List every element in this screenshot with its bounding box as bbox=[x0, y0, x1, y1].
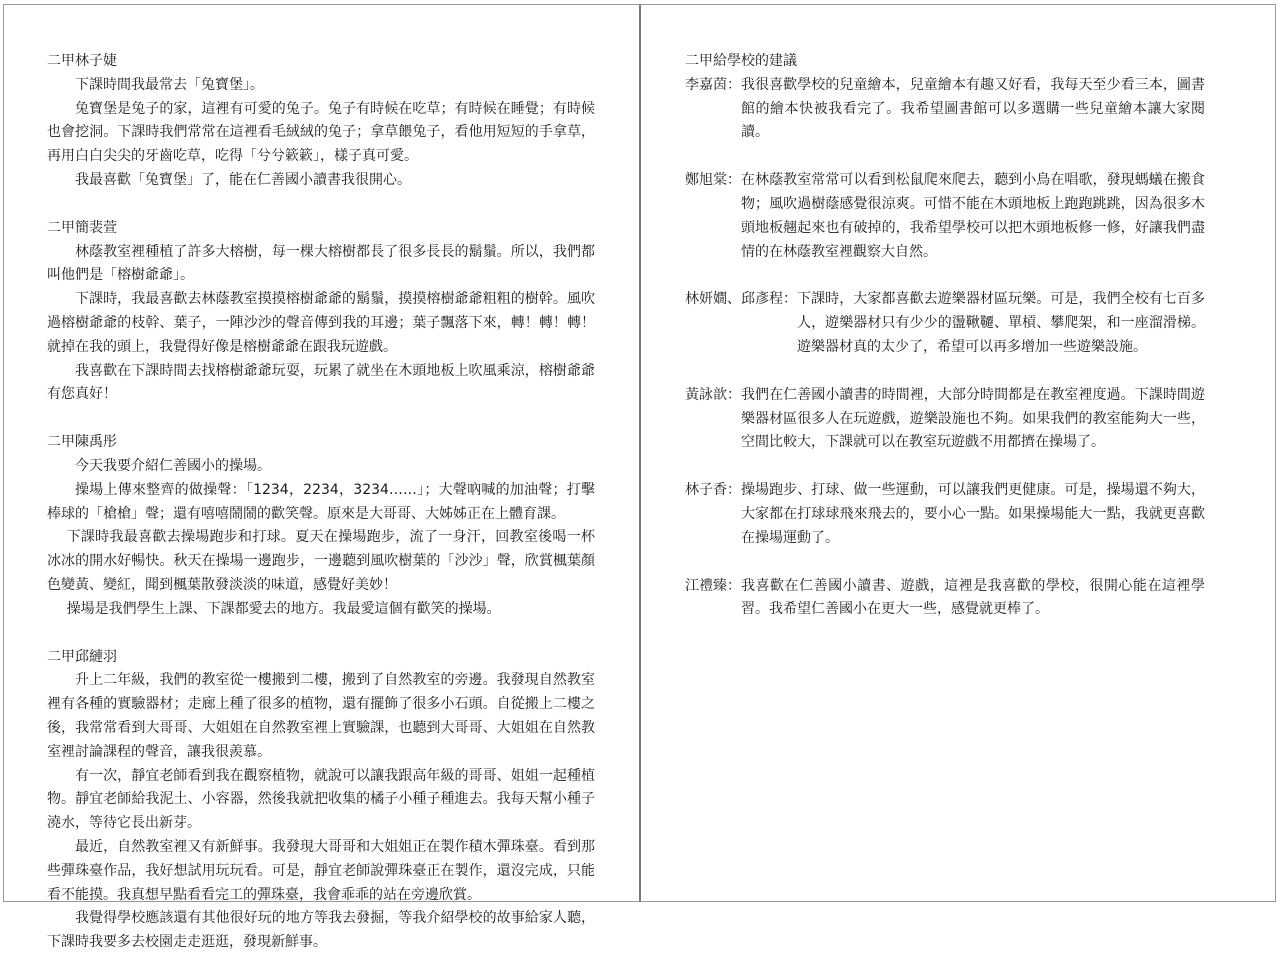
essay-section bbox=[47, 50, 595, 193]
essay-heading: 二甲陳禹彤 bbox=[47, 434, 117, 451]
essay-paragraph: 下課時我最喜歡去操場跑步和打球。夏天在操場跑步，流了一身汗，回教室後喝一杯冰冰的開水好暢快。秋天在操場一邊跑步，一邊聽到風吹樹葉的「沙沙」聲，欣賞楓葉顏色變黃、變紅，聞到楓葉散發淡淡的味道，感覺好美妙！ bbox=[47, 529, 595, 593]
suggestion-text: 我很喜歡學校的兒童繪本，兒童繪本有趣又好看，我每天至少看三本，圖書館的繪本快被我看完了。我希望圖書館可以多選購一些兒童繪本讓大家閱讀。 bbox=[741, 76, 1205, 141]
suggestion-entry bbox=[685, 74, 1205, 145]
student-name: 江禮臻： bbox=[685, 577, 741, 594]
essay-section bbox=[47, 646, 595, 955]
suggestion-entry bbox=[685, 288, 1205, 359]
suggestion-entry bbox=[685, 169, 1205, 264]
essay-paragraph: 操場是我們學生上課、下課都愛去的地方。我最愛這個有歡笑的操場。 bbox=[66, 600, 501, 617]
essay-paragraph: 我最喜歡「兔寶堡」了，能在仁善國小讀書我很開心。 bbox=[75, 171, 411, 188]
right-column bbox=[685, 50, 1205, 646]
suggestions-title: 二甲給學校的建議 bbox=[685, 53, 797, 69]
suggestion-text: 我們在仁善國小讀書的時間裡，大部分時間都是在教室裡度過。下課時間遊樂器材區很多人在玩遊戲，遊樂設施也不夠。如果我們的教室能夠大一些，空間比較大，下課就可以在教室玩遊戲不用都擠在操場了。 bbox=[741, 386, 1205, 451]
suggestion-text: 操場跑步、打球、做一些運動，可以讓我們更健康。可是，操場還不夠大，大家都在打球球飛來飛去的，要小心一點。如果操場能大一點，我就更喜歡在操場運動了。 bbox=[741, 482, 1205, 546]
student-name: 李嘉茵： bbox=[685, 76, 741, 93]
essay-paragraph: 今天我要介紹仁善國小的操場。 bbox=[75, 457, 271, 474]
suggestion-entry bbox=[685, 479, 1205, 550]
essay-paragraph: 有一次，靜宜老師看到我在觀察植物，就說可以讓我跟高年級的哥哥、姐姐一起種植物。靜宜老師給我泥土、小容器，然後我就把收集的橘子小種子種進去。我每天幫小種子澆水，等待它長出新芽。 bbox=[47, 767, 595, 832]
suggestion-text: 在林蔭教室常常可以看到松鼠爬來爬去，聽到小鳥在唱歌，發現螞蟻在搬食物；風吹過樹蔭感覺很涼爽。可惜不能在木頭地板上跑跑跳跳，因為很多木頭地板翹起來也有破掉的，我希望學校可以把木頭地板修一修，好讓我們盡情的在林蔭教室裡觀察大自然。 bbox=[741, 172, 1205, 260]
essay-paragraph: 下課時，我最喜歡去林蔭教室摸摸榕樹爺爺的鬍鬚，摸摸榕樹爺爺粗粗的樹幹。風吹過榕樹爺爺的枝幹、葉子，一陣沙沙的聲音傳到我的耳邊；葉子飄落下來，轉！轉！轉！就掉在我的頭上，我覺得好像是榕樹爺爺在跟我玩遊戲。 bbox=[47, 291, 595, 355]
student-name: 鄭旭棠： bbox=[685, 172, 741, 189]
essay-heading: 二甲簡裴萱 bbox=[47, 219, 117, 236]
essay-heading: 二甲邱縺羽 bbox=[47, 648, 117, 665]
essay-heading: 二甲林子婕 bbox=[47, 53, 117, 69]
right-page bbox=[640, 4, 1276, 902]
student-name: 林妍嫺、邱彥程： bbox=[685, 291, 797, 308]
essay-paragraph: 操場上傳來整齊的做操聲：「1234，2234，3234……」；大聲吶喊的加油聲；打擊棒球的「槍槍」聲；還有嘻嘻鬧鬧的歡笑聲。原來是大哥哥、大姊姊正在上體育課。 bbox=[47, 481, 595, 522]
suggestion-text: 下課時，大家都喜歡去遊樂器材區玩樂。可是，我們全校有七百多人，遊樂器材只有少少的盪鞦韆、單槓、攀爬架，和一座溜滑梯。遊樂器材真的太少了，希望可以再多增加一些遊樂設施。 bbox=[797, 291, 1205, 355]
essay-paragraph: 林蔭教室裡種植了許多大榕樹，每一棵大榕樹都長了很多長長的鬍鬚。所以，我們都叫他們是「榕樹爺爺」。 bbox=[47, 243, 595, 284]
suggestion-entry bbox=[685, 384, 1205, 455]
essay-paragraph: 下課時間我最常去「兔寶堡」。 bbox=[75, 76, 264, 93]
student-name: 黃詠歆： bbox=[685, 386, 741, 403]
essay-paragraph: 升上二年級，我們的教室從一樓搬到二樓，搬到了自然教室的旁邊。我發現自然教室裡有各種的實驗器材；走廊上種了很多的植物，還有擺飾了很多小石頭。自從搬上二樓之後，我常常看到大哥哥、大姐姐在自然教室裡上實驗課，也聽到大哥哥、大姐姐在自然教室裡討論課程的聲音，讓我很羨慕。 bbox=[47, 672, 595, 760]
essay-section bbox=[47, 431, 595, 621]
essay-paragraph: 最近，自然教室裡又有新鮮事。我發現大哥哥和大姐姐正在製作積木彈珠臺。看到那些彈珠臺作品，我好想試用玩玩看。可是，靜宜老師說彈珠臺正在製作，還沒完成，只能看不能摸。我真想早點看看完工的彈珠臺，我會乖乖的站在旁邊欣賞。 bbox=[47, 838, 595, 903]
suggestion-text: 我喜歡在仁善國小讀書、遊戲，這裡是我喜歡的學校，很開心能在這裡學習。我希望仁善國小在更大一些，感覺就更棒了。 bbox=[741, 577, 1205, 618]
essay-paragraph: 我喜歡在下課時間去找榕樹爺爺玩耍，玩累了就坐在木頭地板上吹風乘涼，榕樹爺爺有您真好！ bbox=[47, 362, 595, 403]
essay-paragraph: 我覺得學校應該還有其他很好玩的地方等我去發掘，等我介紹學校的故事給家人聽，下課時我要多去校園走走逛逛，發現新鮮事。 bbox=[47, 910, 595, 951]
student-name: 林子香： bbox=[685, 482, 741, 499]
suggestion-entry bbox=[685, 575, 1205, 623]
essay-paragraph: 兔寶堡是兔子的家，這裡有可愛的兔子。兔子有時候在吃草；有時候在睡覺；有時候也會挖洞。下課時我們常常在這裡看毛絨絨的兔子；拿草餵兔子，看他用短短的手拿草，再用白白尖尖的牙齒吃草，吃得「兮兮簌簌」，樣子真可愛。 bbox=[47, 100, 595, 165]
left-page bbox=[3, 4, 640, 951]
essay-section bbox=[47, 217, 595, 407]
left-column bbox=[47, 50, 595, 979]
